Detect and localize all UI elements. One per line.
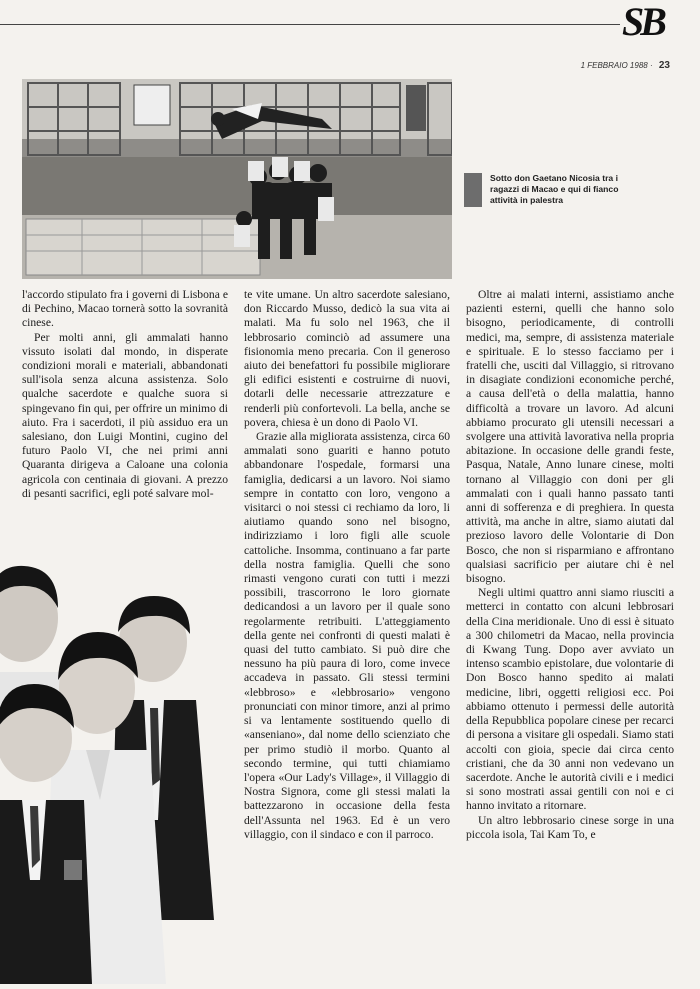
paragraph: Oltre ai malati interni, assistiamo anche pazienti esterni, quelli che hanno solo bisogno, periodicamente, di controlli medici, ma, sempre, di assistenza materiale e spirituale. E lo stesso facciamo per i fratelli che, usciti dal Villaggio, si ritrovano in disagiate condizioni economiche perché, a causa dell'età o della malattia, hanno difficoltà a trovare un lavoro. Ad alcuni abbiamo procurato gli utensili necessari a svolgere una attività lavorativa nella propria abitazione. In occasione delle grandi feste, Pasqua, Natale, Anno lunare cinese, molti tornano al Villaggio con doni per gli ammalati con i quali hanno passato tanti anni di sofferenza e di preghiera. In questa attività, ma anche in altre, siamo aiutati dal prezioso lavoro delle Volontarie di Don Bosco, che non si risparmiano e affrontano qualsiasi sacrificio per aiutare chi è nel bisogno. [466, 288, 674, 586]
caption-marker [464, 173, 482, 207]
date-line [581, 60, 670, 71]
paragraph: Per molti anni, gli ammalati hanno vissuto isolati dal mondo, in disperate condizioni morali e materiali, abbandonati sull'isola senza alcuna assistenza. Solo qualche sacerdote e qualche suora si spingevano fin qui, per offrire un minimo di aiuto. Fra i sacerdoti, il più assiduo era un salesiano, don Luigi Montini, cugino del futuro Paolo VI, che nei primi anni Quaranta dirigeva a Caloane una colonia agricola con centinaia di giovani. A prezzo di pesanti sacrifici, egli poté salvare mol- [22, 330, 228, 500]
page-number: 23 [658, 60, 670, 71]
issue-date: 1 FEBBRAIO 1988 [580, 61, 648, 70]
paragraph: Un altro lebbrosario cinese sorge in una piccola isola, Tai Kam To, e [466, 813, 674, 841]
date-separator: · [649, 61, 653, 70]
header-rule [0, 24, 620, 25]
gym-photo [22, 79, 452, 279]
magazine-logo: SB [622, 0, 663, 44]
caption-text: Sotto don Gaetano Nicosia tra i ragazzi di Macao e qui di fianco attività in palestra [490, 173, 619, 205]
paragraph: te vite umane. Un altro sacerdote salesiano, don Riccardo Musso, dedicò la sua vita ai malati. Ma fu solo nel 1963, che il lebbrosario cominciò ad assumere una fisionomia meno precaria. Con il generoso aiuto dei benefattori fu possibile migliorare gli edifici esistenti e costruirne di nuovi, dotarli delle necessarie attrezzature e renderli più confortevoli. La bella, anche se povera, chiesa è un dono di Paolo VI. [244, 288, 450, 429]
article-column-3 [466, 288, 674, 842]
children-photo [0, 560, 235, 984]
paragraph: Negli ultimi quattro anni siamo riusciti a metterci in contatto con alcuni lebbrosari della Cina meridionale. Uno di essi è situato a 300 chilometri da Macao, nella provincia di Kwang Tung. Dopo aver avviato un intenso scambio epistolare, due volontarie di Don Bosco hanno spedito ai malati medicine, libri, oggetti religiosi ecc. Poi abbiamo ottenuto i permessi delle autorità della Repubblica popolare cinese per recarci di persona a visitare gli ospedali. Siamo stati accolti con gioia, specie dai circa cento cristiani, che da 30 anni non vedevano un sacerdote. Anche le autorità civili e i medici si sono mostrati assai gentili con noi e ci hanno invitato a ritornare. [466, 586, 674, 813]
photo-caption [464, 173, 644, 207]
paragraph: Grazie alla migliorata assistenza, circa 60 ammalati sono guariti e hanno potuto abbandonare l'ospedale, formarsi una famiglia, dedicarsi a un lavoro. Noi siamo sempre in contatto con loro, vengono a visitarci o noi stessi ci rechiamo da loro, li aiutiamo quando sono nel bisogno, indirizziamo i loro figli alle scuole cattoliche. Insomma, continuano a far parte della nostra famiglia. Quelli che sono rimasti vengono curati con tutti i mezzi possibili, trascorrono le loro giornate dedicandosi a un lavoro per il quale sono regolarmente retribuiti. L'atteggiamento della gente nei confronti di questi malati è quasi del tutto cambiato. Si può dire che nessuno ha più paura di loro, come invece accadeva in passato. Gli stessi termini «lebbroso» e «lebbrosario» vengono pronunciati con minor timore, anzi al primo si va lentamente sostituendo quello di «anseniano», dal nome dello scienziato che per primo studiò il morbo. Quanto al secondo termine, qui tutti chiamiamo l'opera «Our Lady's Village», il Villaggio di Nostra Signora, come gli stessi malati la battezzarono in occasione della festa dell'Assunta nel 1963. Ed è un vero villaggio, con il sindaco e con il parroco. [244, 430, 450, 841]
article-column-1 [22, 288, 228, 501]
paragraph: l'accordo stipulato fra i governi di Lisbona e di Pechino, Macao tornerà sotto la sovranità cinese. [22, 288, 228, 330]
article-column-2 [244, 288, 450, 842]
